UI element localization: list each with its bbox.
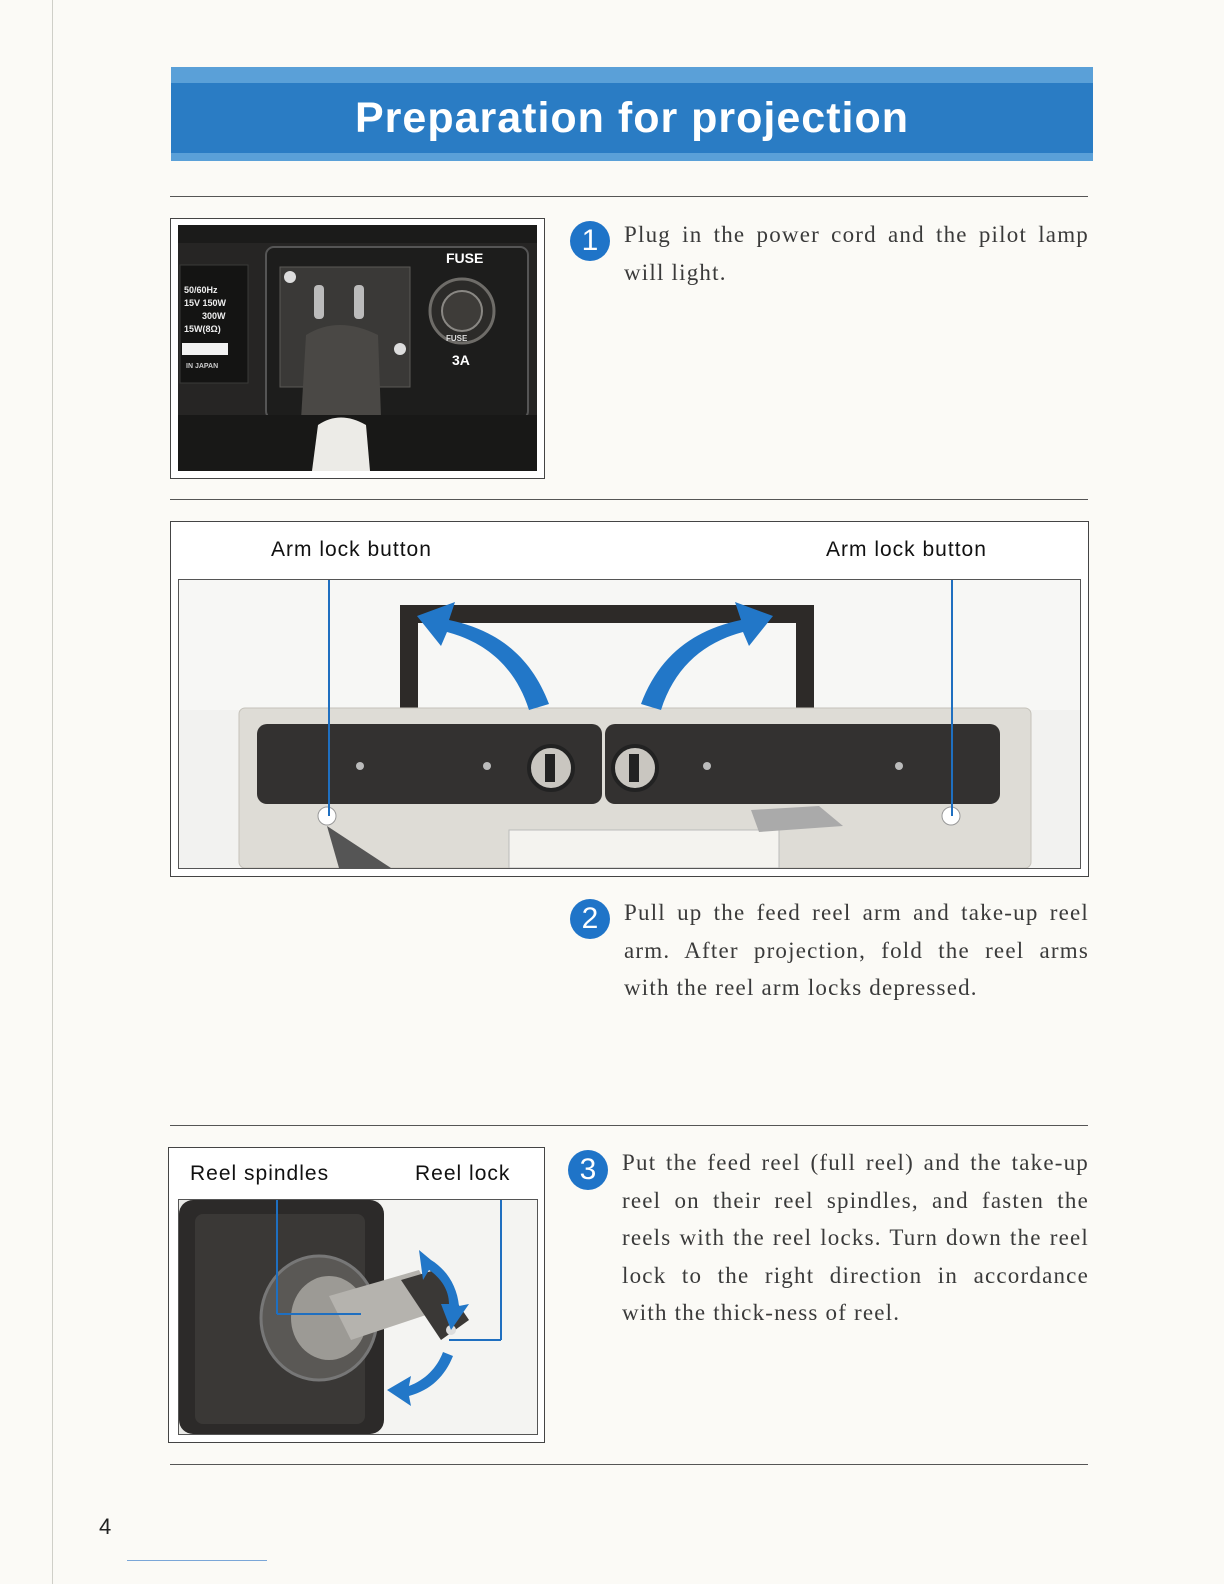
divider-rule: [170, 196, 1088, 197]
step-2-text: Pull up the feed reel arm and take-up reel arm. After projection, fold the reel arms with the reel arm locks depressed.: [624, 900, 1089, 1000]
binding-edge: [52, 0, 53, 1584]
step-1-text: Plug in the power cord and the pilot lamp will light.: [624, 222, 1089, 285]
power-socket-photo: [178, 225, 537, 471]
serial-label: [182, 343, 228, 355]
fuse-rating: 3A: [452, 352, 470, 368]
reel-arm-photo: [178, 579, 1081, 869]
divider-rule: [170, 1464, 1088, 1465]
reel-lock-label: Reel lock: [415, 1162, 511, 1185]
take-up-reel-arm: [605, 724, 1000, 804]
rating-line: 50/60Hz: [184, 285, 218, 295]
reel-arm-illustration: [179, 580, 1080, 868]
rating-line: 15W(8Ω): [184, 324, 221, 334]
arm-lock-label-right: Arm lock button: [826, 538, 987, 561]
step-3-text: Put the feed reel (full reel) and the take-up reel on their reel spindles, and fasten the reels with the reel locks. Turn down the reel lock to the right direction in accordance with the thick-ness of reel.: [622, 1150, 1089, 1325]
reel-arm-photo-frame: [170, 521, 1089, 877]
reel-spindle-photo-frame: [168, 1147, 545, 1443]
power-socket-illustration: [178, 225, 537, 471]
step-number-badge: 2: [570, 899, 610, 939]
reel-spindle-illustration: [179, 1200, 537, 1434]
rating-line: 300W: [202, 311, 226, 321]
fuse-cap-text: FUSE: [446, 334, 468, 343]
socket-screw-icon: [394, 343, 406, 355]
footer-line: [127, 1560, 267, 1561]
reel-spindles-label: Reel spindles: [190, 1162, 330, 1185]
arm-lock-button-left: [318, 807, 336, 825]
page-number: 4: [99, 1514, 112, 1539]
arm-lock-label-left: Arm lock button: [271, 538, 432, 561]
made-in-text: IN JAPAN: [186, 363, 219, 370]
rating-line: 15V 150W: [184, 298, 227, 308]
page-title: Preparation for projection: [354, 93, 909, 142]
fuse-label: FUSE: [446, 250, 484, 266]
power-socket-photo-frame: [170, 218, 545, 479]
divider-rule: [170, 499, 1088, 500]
step-number-badge: 1: [570, 221, 610, 261]
step-number-badge: 3: [568, 1150, 608, 1190]
socket-screw-icon: [284, 271, 296, 283]
divider-rule: [170, 1125, 1088, 1126]
reel-spindle-photo: [178, 1199, 538, 1435]
title-banner: [171, 67, 1093, 161]
